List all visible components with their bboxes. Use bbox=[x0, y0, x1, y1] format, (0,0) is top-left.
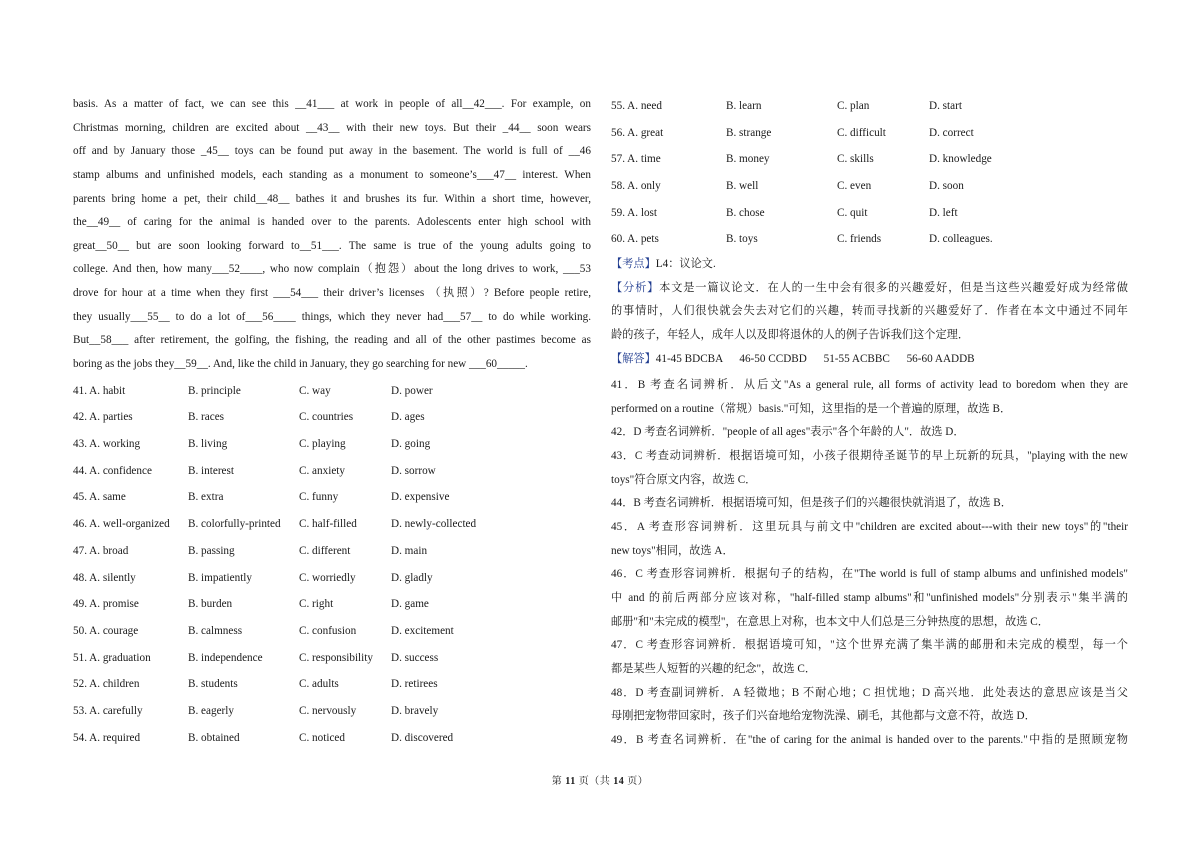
option-a: 55. A. need bbox=[611, 100, 662, 112]
passage-line: drove for hour at a time when they first ___54___ their driver’s licenses （执照）? Before people retire, bbox=[73, 287, 591, 300]
option-d: D. retirees bbox=[391, 678, 438, 691]
passage-line: basis. As a matter of fact, we can see this __41___ at work in people of all__42___. For example, on bbox=[73, 98, 591, 110]
option-d: D. left bbox=[929, 206, 958, 219]
right-column bbox=[611, 93, 1128, 752]
explanation-line: new toys"相同，故选 A． bbox=[611, 544, 734, 557]
explanation-line: 46．C 考查形容词辨析．根据句子的结构，在"The world is full of stamp albums and unfinished models" bbox=[611, 568, 1128, 581]
option-c: C. even bbox=[837, 180, 872, 193]
explanation-line: 41．B 考查名词辨析．从后文"As a general rule, all forms of activity lead to boredom when they are bbox=[611, 379, 1128, 392]
option-a: 60. A. pets bbox=[611, 233, 659, 246]
option-row bbox=[611, 120, 1128, 147]
explanation-line: 中 and 的前后两部分应该对称，"half-filled stamp albums"和"unfinished models"分别表示"集半满的 bbox=[611, 591, 1128, 604]
option-c: C. difficult bbox=[837, 126, 886, 139]
option-row bbox=[73, 511, 591, 538]
option-c: C. confusion bbox=[299, 624, 357, 637]
option-row bbox=[73, 671, 591, 698]
footer-middle: 页（共 bbox=[575, 776, 614, 787]
fenxi-block bbox=[611, 277, 1128, 348]
explanation-line: performed on a routine（常规）basis."可知，这里指的是一个普遍的原理，故选 B． bbox=[611, 402, 1012, 415]
passage-line: they usually___55__ to do a lot of___56____ things, which they never had___57__ to do while working. bbox=[73, 310, 591, 323]
option-a: 41. A. habit bbox=[73, 384, 126, 397]
option-row bbox=[73, 484, 591, 511]
option-a: 58. A. only bbox=[611, 180, 661, 193]
option-d: D. colleagues. bbox=[929, 233, 993, 246]
option-b: B. toys bbox=[726, 233, 758, 246]
option-d: D. ages bbox=[391, 411, 425, 424]
fenxi-line: 龄的孩子，年轻人，成年人以及即将退休的人的例子告诉我们这个定理． bbox=[611, 328, 970, 341]
option-row bbox=[73, 378, 591, 405]
option-b: B. strange bbox=[726, 126, 772, 139]
passage-line: college. And then, how many___52____, who now complain（抱怨）about the long drives to work, ___53 bbox=[73, 263, 591, 276]
jieda-answers: 41-45 BDCBA 46-50 CCDBD 51-55 ACBBC 56-60 AADDB bbox=[655, 352, 975, 365]
kaodian-line bbox=[611, 253, 1128, 277]
cloze-passage bbox=[73, 93, 591, 377]
option-row bbox=[73, 591, 591, 618]
option-b: B. independence bbox=[188, 651, 263, 664]
passage-line: great__50__ but are soon looking forward to__51___. The same is true of the young adults going to bbox=[73, 239, 591, 252]
passage-line: parents bring home a pet, their child__48__ bathes it and brushes its fur. Within a short time, however, bbox=[73, 192, 591, 205]
jieda-line bbox=[611, 348, 1128, 372]
option-a: 53. A. carefully bbox=[73, 704, 143, 717]
option-a: 51. A. graduation bbox=[73, 651, 151, 664]
option-d: D. gladly bbox=[391, 571, 433, 584]
option-c: C. countries bbox=[299, 411, 354, 424]
footer-suffix: 页） bbox=[624, 776, 649, 787]
option-d: D. discovered bbox=[391, 731, 454, 744]
option-c: C. way bbox=[299, 384, 331, 397]
option-b: B. chose bbox=[726, 206, 765, 219]
option-c: C. responsibility bbox=[299, 651, 373, 664]
option-d: D. knowledge bbox=[929, 153, 992, 166]
option-b: B. money bbox=[726, 153, 770, 166]
option-c: C. anxiety bbox=[299, 464, 345, 477]
passage-line: stamp albums and unfinished models, each standing as a monument to someone’s___47__ interest. When bbox=[73, 168, 591, 181]
left-column bbox=[73, 93, 591, 751]
page-footer bbox=[0, 772, 1200, 787]
jieda-tag: 【解答】 bbox=[611, 352, 656, 365]
option-d: D. newly-collected bbox=[391, 518, 477, 531]
fenxi-line bbox=[611, 277, 1128, 301]
passage-line: boring as the jobs they__59__. And, like the child in January, they go searching for new ___60_____. bbox=[73, 358, 528, 371]
option-c: C. funny bbox=[299, 491, 339, 504]
fenxi-text: 本文是一篇议论文．在人的一生中会有很多的兴趣爱好，但是当这些兴趣爱好成为经常做 bbox=[659, 281, 1128, 294]
explanation-line: 49．B 考查名词辨析．在"the of caring for the animal is handed over to the parents."中指的是照顾宠物 bbox=[611, 733, 1128, 746]
passage-line: off and by January those _45__ toys can be found put away in the basement. The world is full of __46 bbox=[73, 145, 591, 158]
explanation-line: 都是某些人短暂的兴趣的纪念"，故选 C． bbox=[611, 662, 817, 675]
option-b: B. well bbox=[726, 180, 759, 193]
option-a: 56. A. great bbox=[611, 126, 664, 139]
option-row bbox=[611, 146, 1128, 173]
option-row bbox=[611, 200, 1128, 227]
option-a: 47. A. broad bbox=[73, 544, 129, 557]
option-d: D. expensive bbox=[391, 491, 450, 504]
explanation-line: 44．B 考查名词辨析．根据语境可知，但是孩子们的兴趣很快就消退了，故选 B． bbox=[611, 497, 1012, 510]
option-row bbox=[611, 93, 1128, 120]
option-b: B. calmness bbox=[188, 624, 243, 637]
option-c: C. skills bbox=[837, 153, 874, 166]
option-c: C. adults bbox=[299, 678, 339, 691]
option-a: 49. A. promise bbox=[73, 598, 139, 611]
option-d: D. soon bbox=[929, 180, 964, 193]
option-c: C. noticed bbox=[299, 731, 345, 744]
option-row bbox=[611, 173, 1128, 200]
option-row bbox=[73, 538, 591, 565]
footer-prefix: 第 bbox=[551, 776, 566, 787]
option-d: D. success bbox=[391, 651, 439, 664]
option-c: C. right bbox=[299, 598, 334, 611]
option-b: B. obtained bbox=[188, 731, 240, 744]
explanation-line: 48．D 考查副词辨析．A 轻微地；B 不耐心地；C 担忧地；D 高兴地．此处表达的意思应该是当父 bbox=[611, 686, 1128, 699]
option-c: C. plan bbox=[837, 100, 870, 112]
option-a: 43. A. working bbox=[73, 438, 141, 451]
option-a: 46. A. well-organized bbox=[73, 518, 170, 531]
option-c: C. nervously bbox=[299, 704, 357, 717]
option-a: 52. A. children bbox=[73, 678, 140, 691]
option-b: B. living bbox=[188, 438, 228, 451]
option-a: 48. A. silently bbox=[73, 571, 136, 584]
option-c: C. quit bbox=[837, 206, 868, 219]
fenxi-tag: 【分析】 bbox=[611, 281, 660, 294]
option-row bbox=[73, 404, 591, 431]
option-b: B. colorfully-printed bbox=[188, 518, 281, 531]
option-a: 59. A. lost bbox=[611, 206, 658, 219]
footer-page-number: 11 bbox=[565, 776, 576, 787]
fenxi-line: 的事情时，人们很快就会失去对它们的兴趣，转而寻找新的兴趣爱好了．作者在本文中通过不同年 bbox=[611, 305, 1128, 318]
option-b: B. passing bbox=[188, 544, 235, 557]
option-row bbox=[73, 565, 591, 592]
explanation-line: 47．C 考查形容词辨析．根据语境可知，"这个世界充满了集半满的邮册和未完成的模型，每一个 bbox=[611, 639, 1128, 652]
option-c: C. half-filled bbox=[299, 518, 357, 531]
passage-line: Christmas morning, children are excited about __43__ with their new toys. But their _44__ soon wears bbox=[73, 121, 591, 134]
kaodian-text: L4：议论文. bbox=[655, 258, 716, 270]
explanation-line: 母刚把宠物带回家时，孩子们兴奋地给宠物洗澡、刷毛，其他都与文意不符，故选 D． bbox=[611, 710, 1036, 723]
explanations bbox=[611, 374, 1128, 752]
option-row bbox=[73, 618, 591, 645]
option-a: 42. A. parties bbox=[73, 411, 133, 424]
option-c: C. playing bbox=[299, 438, 346, 451]
option-d: D. start bbox=[929, 100, 962, 112]
option-d: D. power bbox=[391, 384, 433, 397]
option-b: B. interest bbox=[188, 464, 234, 477]
option-b: B. principle bbox=[188, 384, 241, 397]
option-b: B. learn bbox=[726, 100, 762, 112]
passage-line: the__49__ of caring for the animal is handed over to the parents. Adolescents enter high school with bbox=[73, 216, 591, 229]
option-row bbox=[611, 226, 1128, 253]
option-row bbox=[73, 431, 591, 458]
option-a: 50. A. courage bbox=[73, 624, 139, 637]
option-b: B. extra bbox=[188, 491, 224, 504]
footer-total-pages: 14 bbox=[613, 776, 625, 787]
explanation-line: 42．D 考查名词辨析．"people of all ages"表示"各个年龄的人"．故选 D． bbox=[611, 426, 965, 439]
option-d: D. going bbox=[391, 438, 431, 451]
explanation-line: 45．A 考查形容词辨析．这里玩具与前文中"children are excited about---with their new toys"的"their bbox=[611, 521, 1128, 534]
option-c: C. worriedly bbox=[299, 571, 356, 584]
options-list-left bbox=[73, 378, 591, 752]
option-d: D. excitement bbox=[391, 624, 454, 637]
option-b: B. burden bbox=[188, 598, 233, 611]
explanation-line: 43．C 考查动词辨析．根据语境可知，小孩子很期待圣诞节的早上玩新的玩具，"playing with the new bbox=[611, 450, 1128, 463]
option-d: D. correct bbox=[929, 126, 974, 139]
option-b: B. impatiently bbox=[188, 571, 253, 584]
option-d: D. main bbox=[391, 544, 428, 557]
option-c: C. different bbox=[299, 544, 351, 557]
option-d: D. sorrow bbox=[391, 464, 436, 477]
option-a: 44. A. confidence bbox=[73, 464, 152, 477]
option-row bbox=[73, 698, 591, 725]
option-b: B. races bbox=[188, 411, 225, 424]
option-b: B. eagerly bbox=[188, 704, 234, 717]
option-row bbox=[73, 725, 591, 752]
option-c: C. friends bbox=[837, 233, 882, 246]
option-b: B. students bbox=[188, 678, 238, 691]
option-a: 45. A. same bbox=[73, 491, 126, 504]
option-row bbox=[73, 645, 591, 672]
option-a: 57. A. time bbox=[611, 153, 661, 166]
options-list-right bbox=[611, 93, 1128, 253]
option-d: D. game bbox=[391, 598, 429, 611]
kaodian-tag: 【考点】 bbox=[611, 258, 656, 270]
explanation-line: toys"符合原文内容，故选 C． bbox=[611, 473, 757, 486]
passage-line: But__58___ after retirement, the golfing, the fishing, the reading and all of the other pastimes become as bbox=[73, 334, 591, 347]
explanation-line: 邮册"和"未完成的模型"，在意思上对称，也本文中人们总是三分钟热度的思想，故选 C． bbox=[611, 615, 1049, 628]
option-row bbox=[73, 458, 591, 485]
option-a: 54. A. required bbox=[73, 731, 141, 744]
option-d: D. bravely bbox=[391, 704, 439, 717]
